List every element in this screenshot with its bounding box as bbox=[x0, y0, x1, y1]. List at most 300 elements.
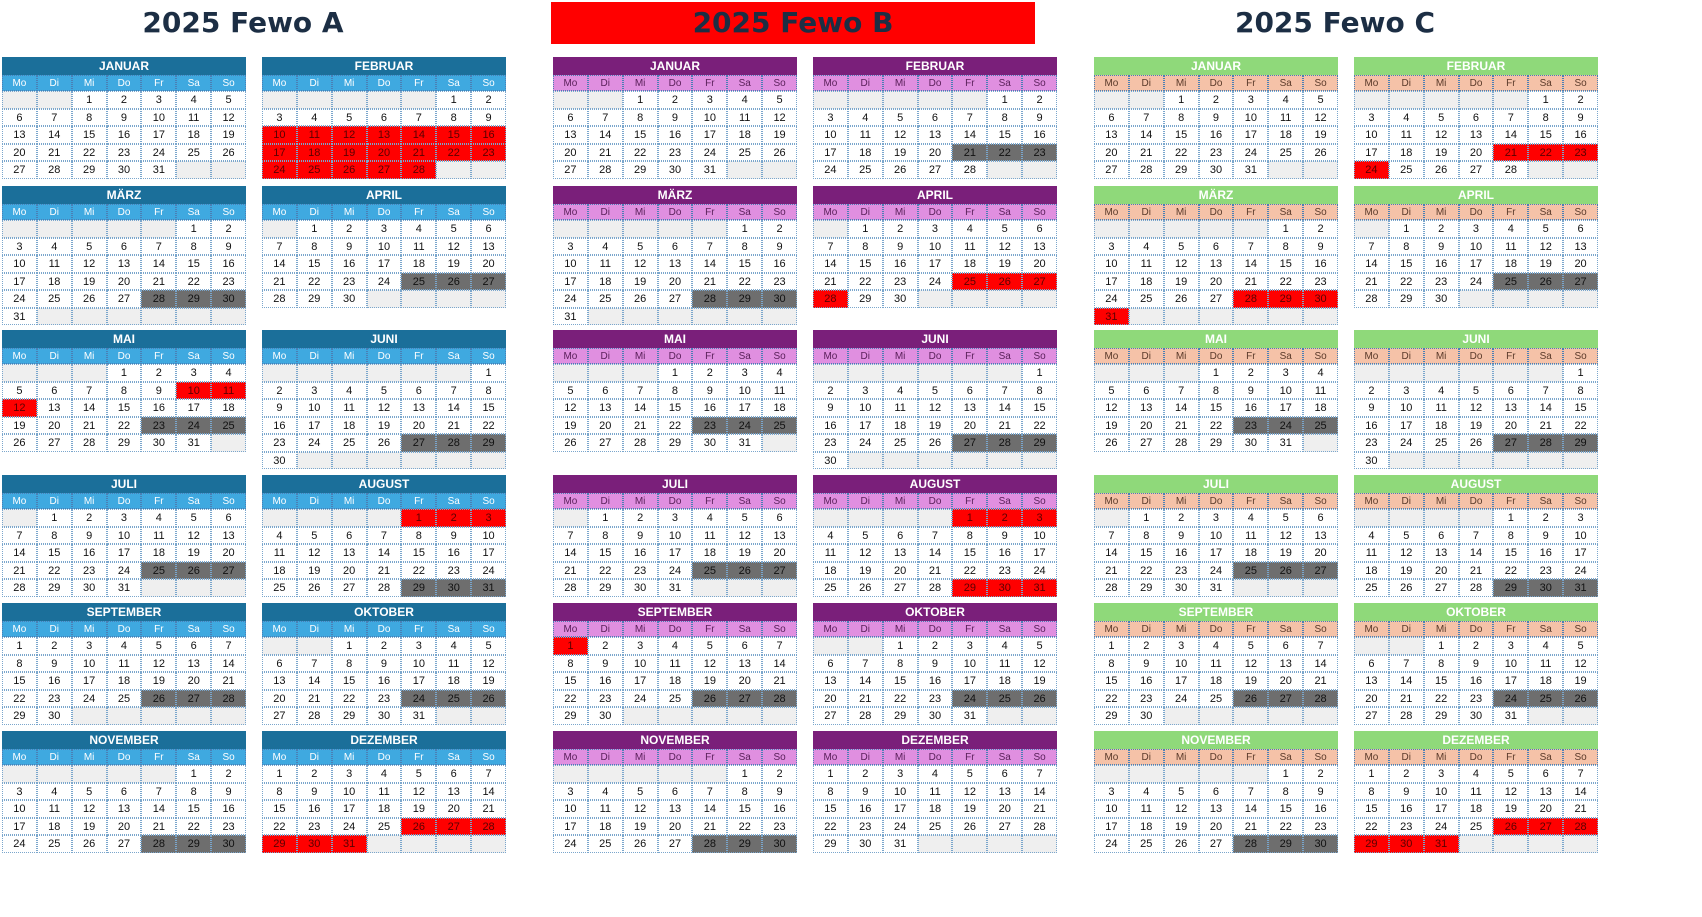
day-cell[interactable]: 12 bbox=[1022, 655, 1057, 673]
day-cell[interactable]: 22 bbox=[2, 690, 37, 708]
day-cell[interactable]: 27 bbox=[262, 707, 297, 725]
day-cell[interactable]: 1 bbox=[176, 765, 211, 783]
day-cell[interactable]: 30 bbox=[297, 835, 332, 853]
day-cell[interactable]: 16 bbox=[883, 255, 918, 273]
day-cell[interactable]: 22 bbox=[37, 562, 72, 580]
day-cell[interactable]: 10 bbox=[72, 655, 107, 673]
day-cell[interactable]: 26 bbox=[1022, 690, 1057, 708]
day-cell[interactable]: 6 bbox=[332, 527, 367, 545]
day-cell[interactable]: 23 bbox=[1199, 144, 1234, 162]
day-cell[interactable]: 22 bbox=[623, 144, 658, 162]
day-cell[interactable]: 12 bbox=[367, 399, 402, 417]
day-cell[interactable]: 19 bbox=[1164, 273, 1199, 291]
day-cell[interactable]: 4 bbox=[1459, 765, 1494, 783]
day-cell[interactable]: 18 bbox=[848, 144, 883, 162]
day-cell[interactable]: 27 bbox=[367, 161, 402, 179]
day-cell[interactable]: 28 bbox=[553, 579, 588, 597]
day-cell[interactable]: 26 bbox=[211, 144, 246, 162]
day-cell[interactable]: 6 bbox=[211, 509, 246, 527]
day-cell[interactable]: 18 bbox=[1129, 273, 1164, 291]
day-cell[interactable]: 15 bbox=[553, 672, 588, 690]
day-cell[interactable]: 26 bbox=[176, 562, 211, 580]
day-cell[interactable]: 28 bbox=[471, 818, 506, 836]
day-cell[interactable]: 22 bbox=[332, 690, 367, 708]
day-cell[interactable]: 10 bbox=[332, 783, 367, 801]
day-cell[interactable]: 28 bbox=[367, 579, 402, 597]
day-cell[interactable]: 11 bbox=[1389, 126, 1424, 144]
day-cell[interactable]: 16 bbox=[37, 672, 72, 690]
day-cell[interactable]: 5 bbox=[623, 783, 658, 801]
day-cell[interactable]: 8 bbox=[401, 527, 436, 545]
day-cell[interactable]: 21 bbox=[1094, 562, 1129, 580]
day-cell[interactable]: 27 bbox=[762, 562, 797, 580]
day-cell[interactable]: 19 bbox=[211, 126, 246, 144]
day-cell[interactable]: 19 bbox=[176, 544, 211, 562]
day-cell[interactable]: 16 bbox=[1022, 126, 1057, 144]
day-cell[interactable]: 14 bbox=[848, 672, 883, 690]
day-cell[interactable]: 15 bbox=[436, 126, 471, 144]
day-cell[interactable]: 18 bbox=[588, 818, 623, 836]
day-cell[interactable]: 7 bbox=[848, 655, 883, 673]
day-cell[interactable]: 13 bbox=[471, 238, 506, 256]
day-cell[interactable]: 29 bbox=[727, 835, 762, 853]
day-cell[interactable]: 16 bbox=[1459, 672, 1494, 690]
day-cell[interactable]: 7 bbox=[588, 109, 623, 127]
day-cell[interactable]: 11 bbox=[1268, 109, 1303, 127]
day-cell[interactable]: 3 bbox=[658, 509, 693, 527]
day-cell[interactable]: 13 bbox=[367, 126, 402, 144]
day-cell[interactable]: 2 bbox=[37, 637, 72, 655]
day-cell[interactable]: 11 bbox=[1233, 527, 1268, 545]
day-cell[interactable]: 12 bbox=[211, 109, 246, 127]
day-cell[interactable]: 12 bbox=[1459, 399, 1494, 417]
day-cell[interactable]: 28 bbox=[141, 835, 176, 853]
day-cell[interactable]: 6 bbox=[1268, 637, 1303, 655]
day-cell[interactable]: 4 bbox=[211, 364, 246, 382]
day-cell[interactable]: 8 bbox=[1129, 527, 1164, 545]
day-cell[interactable]: 20 bbox=[588, 417, 623, 435]
day-cell[interactable]: 6 bbox=[37, 382, 72, 400]
day-cell[interactable]: 10 bbox=[918, 238, 953, 256]
day-cell[interactable]: 13 bbox=[1528, 783, 1563, 801]
day-cell[interactable]: 4 bbox=[692, 509, 727, 527]
day-cell[interactable]: 16 bbox=[471, 126, 506, 144]
day-cell[interactable]: 14 bbox=[211, 655, 246, 673]
day-cell[interactable]: 4 bbox=[1528, 637, 1563, 655]
day-cell[interactable]: 14 bbox=[1022, 783, 1057, 801]
day-cell[interactable]: 4 bbox=[1268, 91, 1303, 109]
day-cell[interactable]: 19 bbox=[553, 417, 588, 435]
day-cell[interactable]: 9 bbox=[883, 238, 918, 256]
day-cell[interactable]: 28 bbox=[72, 434, 107, 452]
day-cell[interactable]: 6 bbox=[987, 765, 1022, 783]
day-cell[interactable]: 10 bbox=[553, 800, 588, 818]
day-cell[interactable]: 15 bbox=[176, 800, 211, 818]
day-cell[interactable]: 12 bbox=[623, 800, 658, 818]
day-cell[interactable]: 5 bbox=[952, 765, 987, 783]
day-cell[interactable]: 12 bbox=[1563, 655, 1598, 673]
day-cell[interactable]: 13 bbox=[436, 783, 471, 801]
day-cell[interactable]: 2 bbox=[1199, 91, 1234, 109]
day-cell[interactable]: 29 bbox=[471, 434, 506, 452]
day-cell[interactable]: 8 bbox=[1199, 382, 1234, 400]
day-cell[interactable]: 6 bbox=[553, 109, 588, 127]
day-cell[interactable]: 16 bbox=[1563, 126, 1598, 144]
day-cell[interactable]: 24 bbox=[1164, 690, 1199, 708]
day-cell[interactable]: 15 bbox=[588, 544, 623, 562]
day-cell[interactable]: 1 bbox=[1022, 364, 1057, 382]
day-cell[interactable]: 26 bbox=[692, 690, 727, 708]
day-cell[interactable]: 28 bbox=[1094, 579, 1129, 597]
day-cell[interactable]: 14 bbox=[1303, 655, 1338, 673]
day-cell[interactable]: 17 bbox=[1389, 417, 1424, 435]
day-cell[interactable]: 11 bbox=[848, 126, 883, 144]
day-cell[interactable]: 30 bbox=[211, 835, 246, 853]
day-cell[interactable]: 25 bbox=[692, 562, 727, 580]
day-cell[interactable]: 18 bbox=[436, 672, 471, 690]
day-cell[interactable]: 25 bbox=[952, 273, 987, 291]
day-cell[interactable]: 17 bbox=[72, 672, 107, 690]
day-cell[interactable]: 31 bbox=[1094, 308, 1129, 326]
day-cell[interactable]: 15 bbox=[1129, 544, 1164, 562]
day-cell[interactable]: 20 bbox=[436, 800, 471, 818]
day-cell[interactable]: 24 bbox=[1199, 562, 1234, 580]
day-cell[interactable]: 3 bbox=[1164, 637, 1199, 655]
day-cell[interactable]: 3 bbox=[367, 220, 402, 238]
day-cell[interactable]: 25 bbox=[141, 562, 176, 580]
day-cell[interactable]: 14 bbox=[1493, 126, 1528, 144]
day-cell[interactable]: 2 bbox=[1354, 382, 1389, 400]
day-cell[interactable]: 10 bbox=[2, 800, 37, 818]
day-cell[interactable]: 22 bbox=[1493, 562, 1528, 580]
day-cell[interactable]: 28 bbox=[1354, 290, 1389, 308]
day-cell[interactable]: 17 bbox=[471, 544, 506, 562]
day-cell[interactable]: 16 bbox=[1303, 255, 1338, 273]
day-cell[interactable]: 23 bbox=[471, 144, 506, 162]
day-cell[interactable]: 11 bbox=[262, 544, 297, 562]
day-cell[interactable]: 13 bbox=[1199, 255, 1234, 273]
day-cell[interactable]: 17 bbox=[1354, 144, 1389, 162]
day-cell[interactable]: 7 bbox=[1094, 527, 1129, 545]
day-cell[interactable]: 29 bbox=[1022, 434, 1057, 452]
day-cell[interactable]: 24 bbox=[553, 835, 588, 853]
day-cell[interactable]: 28 bbox=[436, 434, 471, 452]
day-cell[interactable]: 5 bbox=[848, 527, 883, 545]
day-cell[interactable]: 9 bbox=[107, 109, 142, 127]
day-cell[interactable]: 8 bbox=[727, 783, 762, 801]
day-cell[interactable]: 12 bbox=[1389, 544, 1424, 562]
day-cell[interactable]: 23 bbox=[1563, 144, 1598, 162]
day-cell[interactable]: 12 bbox=[553, 399, 588, 417]
day-cell[interactable]: 8 bbox=[72, 109, 107, 127]
day-cell[interactable]: 12 bbox=[401, 783, 436, 801]
day-cell[interactable]: 24 bbox=[1233, 144, 1268, 162]
day-cell[interactable]: 26 bbox=[883, 161, 918, 179]
day-cell[interactable]: 18 bbox=[727, 126, 762, 144]
day-cell[interactable]: 20 bbox=[1459, 144, 1494, 162]
day-cell[interactable]: 23 bbox=[141, 417, 176, 435]
day-cell[interactable]: 26 bbox=[623, 290, 658, 308]
day-cell[interactable]: 22 bbox=[176, 818, 211, 836]
day-cell[interactable]: 1 bbox=[1268, 220, 1303, 238]
day-cell[interactable]: 27 bbox=[952, 434, 987, 452]
day-cell[interactable]: 29 bbox=[262, 835, 297, 853]
day-cell[interactable]: 21 bbox=[987, 417, 1022, 435]
day-cell[interactable]: 27 bbox=[1493, 434, 1528, 452]
day-cell[interactable]: 31 bbox=[2, 308, 37, 326]
day-cell[interactable]: 1 bbox=[727, 765, 762, 783]
day-cell[interactable]: 27 bbox=[658, 290, 693, 308]
day-cell[interactable]: 24 bbox=[1094, 290, 1129, 308]
day-cell[interactable]: 9 bbox=[692, 382, 727, 400]
day-cell[interactable]: 8 bbox=[1354, 783, 1389, 801]
day-cell[interactable]: 25 bbox=[813, 579, 848, 597]
day-cell[interactable]: 20 bbox=[1268, 672, 1303, 690]
day-cell[interactable]: 15 bbox=[262, 800, 297, 818]
day-cell[interactable]: 10 bbox=[1493, 655, 1528, 673]
day-cell[interactable]: 17 bbox=[918, 255, 953, 273]
day-cell[interactable]: 29 bbox=[883, 707, 918, 725]
day-cell[interactable]: 21 bbox=[813, 273, 848, 291]
day-cell[interactable]: 31 bbox=[692, 161, 727, 179]
day-cell[interactable]: 16 bbox=[107, 126, 142, 144]
day-cell[interactable]: 26 bbox=[623, 835, 658, 853]
day-cell[interactable]: 15 bbox=[727, 255, 762, 273]
day-cell[interactable]: 23 bbox=[1303, 273, 1338, 291]
day-cell[interactable]: 3 bbox=[1459, 220, 1494, 238]
day-cell[interactable]: 5 bbox=[141, 637, 176, 655]
day-cell[interactable]: 2 bbox=[297, 765, 332, 783]
day-cell[interactable]: 2 bbox=[1563, 91, 1598, 109]
day-cell[interactable]: 21 bbox=[1129, 144, 1164, 162]
day-cell[interactable]: 15 bbox=[1528, 126, 1563, 144]
day-cell[interactable]: 25 bbox=[1354, 579, 1389, 597]
day-cell[interactable]: 4 bbox=[37, 783, 72, 801]
day-cell[interactable]: 19 bbox=[692, 672, 727, 690]
day-cell[interactable]: 4 bbox=[762, 364, 797, 382]
day-cell[interactable]: 19 bbox=[1493, 800, 1528, 818]
day-cell[interactable]: 7 bbox=[141, 238, 176, 256]
day-cell[interactable]: 25 bbox=[1268, 144, 1303, 162]
day-cell[interactable]: 7 bbox=[141, 783, 176, 801]
day-cell[interactable]: 15 bbox=[1094, 672, 1129, 690]
day-cell[interactable]: 27 bbox=[1199, 290, 1234, 308]
day-cell[interactable]: 15 bbox=[1164, 126, 1199, 144]
day-cell[interactable]: 22 bbox=[1022, 417, 1057, 435]
day-cell[interactable]: 6 bbox=[1424, 527, 1459, 545]
day-cell[interactable]: 26 bbox=[72, 290, 107, 308]
day-cell[interactable]: 6 bbox=[262, 655, 297, 673]
day-cell[interactable]: 2 bbox=[436, 509, 471, 527]
day-cell[interactable]: 30 bbox=[436, 579, 471, 597]
day-cell[interactable]: 9 bbox=[297, 783, 332, 801]
day-cell[interactable]: 7 bbox=[1389, 655, 1424, 673]
day-cell[interactable]: 24 bbox=[141, 144, 176, 162]
day-cell[interactable]: 29 bbox=[332, 707, 367, 725]
day-cell[interactable]: 11 bbox=[1528, 655, 1563, 673]
day-cell[interactable]: 10 bbox=[1094, 800, 1129, 818]
day-cell[interactable]: 16 bbox=[1389, 800, 1424, 818]
day-cell[interactable]: 25 bbox=[297, 161, 332, 179]
day-cell[interactable]: 20 bbox=[401, 417, 436, 435]
day-cell[interactable]: 13 bbox=[37, 399, 72, 417]
day-cell[interactable]: 3 bbox=[553, 783, 588, 801]
day-cell[interactable]: 29 bbox=[1268, 290, 1303, 308]
day-cell[interactable]: 18 bbox=[107, 672, 142, 690]
day-cell[interactable]: 10 bbox=[952, 655, 987, 673]
day-cell[interactable]: 10 bbox=[141, 109, 176, 127]
day-cell[interactable]: 12 bbox=[436, 238, 471, 256]
day-cell[interactable]: 3 bbox=[553, 238, 588, 256]
day-cell[interactable]: 12 bbox=[918, 399, 953, 417]
day-cell[interactable]: 9 bbox=[813, 399, 848, 417]
day-cell[interactable]: 14 bbox=[692, 255, 727, 273]
day-cell[interactable]: 11 bbox=[211, 382, 246, 400]
day-cell[interactable]: 5 bbox=[72, 238, 107, 256]
day-cell[interactable]: 30 bbox=[262, 452, 297, 470]
day-cell[interactable]: 12 bbox=[952, 783, 987, 801]
day-cell[interactable]: 13 bbox=[332, 544, 367, 562]
day-cell[interactable]: 7 bbox=[762, 637, 797, 655]
day-cell[interactable]: 24 bbox=[1354, 161, 1389, 179]
day-cell[interactable]: 26 bbox=[848, 579, 883, 597]
day-cell[interactable]: 2 bbox=[918, 637, 953, 655]
day-cell[interactable]: 15 bbox=[848, 255, 883, 273]
day-cell[interactable]: 30 bbox=[107, 161, 142, 179]
day-cell[interactable]: 11 bbox=[813, 544, 848, 562]
day-cell[interactable]: 25 bbox=[588, 835, 623, 853]
day-cell[interactable]: 8 bbox=[952, 527, 987, 545]
day-cell[interactable]: 8 bbox=[1493, 527, 1528, 545]
day-cell[interactable]: 23 bbox=[848, 818, 883, 836]
day-cell[interactable]: 8 bbox=[883, 655, 918, 673]
day-cell[interactable]: 18 bbox=[37, 273, 72, 291]
day-cell[interactable]: 7 bbox=[1129, 109, 1164, 127]
day-cell[interactable]: 14 bbox=[471, 783, 506, 801]
day-cell[interactable]: 4 bbox=[176, 91, 211, 109]
day-cell[interactable]: 27 bbox=[1268, 690, 1303, 708]
day-cell[interactable]: 28 bbox=[918, 579, 953, 597]
day-cell[interactable]: 27 bbox=[1354, 707, 1389, 725]
day-cell[interactable]: 29 bbox=[623, 161, 658, 179]
day-cell[interactable]: 17 bbox=[1459, 255, 1494, 273]
day-cell[interactable]: 24 bbox=[1022, 562, 1057, 580]
day-cell[interactable]: 5 bbox=[176, 509, 211, 527]
day-cell[interactable]: 25 bbox=[176, 144, 211, 162]
day-cell[interactable]: 23 bbox=[1022, 144, 1057, 162]
day-cell[interactable]: 3 bbox=[623, 637, 658, 655]
day-cell[interactable]: 22 bbox=[1424, 690, 1459, 708]
day-cell[interactable]: 23 bbox=[1459, 690, 1494, 708]
day-cell[interactable]: 13 bbox=[553, 126, 588, 144]
day-cell[interactable]: 14 bbox=[297, 672, 332, 690]
day-cell[interactable]: 22 bbox=[1389, 273, 1424, 291]
day-cell[interactable]: 18 bbox=[1424, 417, 1459, 435]
day-cell[interactable]: 31 bbox=[1233, 161, 1268, 179]
day-cell[interactable]: 30 bbox=[1303, 290, 1338, 308]
day-cell[interactable]: 9 bbox=[262, 399, 297, 417]
day-cell[interactable]: 13 bbox=[1094, 126, 1129, 144]
day-cell[interactable]: 16 bbox=[588, 672, 623, 690]
day-cell[interactable]: 23 bbox=[1303, 818, 1338, 836]
day-cell[interactable]: 3 bbox=[1424, 765, 1459, 783]
day-cell[interactable]: 8 bbox=[623, 109, 658, 127]
day-cell[interactable]: 22 bbox=[883, 690, 918, 708]
day-cell[interactable]: 23 bbox=[658, 144, 693, 162]
day-cell[interactable]: 8 bbox=[2, 655, 37, 673]
day-cell[interactable]: 17 bbox=[553, 273, 588, 291]
day-cell[interactable]: 7 bbox=[297, 655, 332, 673]
day-cell[interactable]: 18 bbox=[692, 544, 727, 562]
day-cell[interactable]: 8 bbox=[658, 382, 693, 400]
day-cell[interactable]: 6 bbox=[952, 382, 987, 400]
day-cell[interactable]: 1 bbox=[1389, 220, 1424, 238]
day-cell[interactable]: 18 bbox=[1459, 800, 1494, 818]
day-cell[interactable]: 18 bbox=[141, 544, 176, 562]
day-cell[interactable]: 25 bbox=[762, 417, 797, 435]
day-cell[interactable]: 20 bbox=[471, 255, 506, 273]
day-cell[interactable]: 30 bbox=[1389, 835, 1424, 853]
day-cell[interactable]: 14 bbox=[1129, 126, 1164, 144]
day-cell[interactable]: 3 bbox=[1094, 238, 1129, 256]
day-cell[interactable]: 13 bbox=[211, 527, 246, 545]
day-cell[interactable]: 27 bbox=[332, 579, 367, 597]
day-cell[interactable]: 3 bbox=[1389, 382, 1424, 400]
day-cell[interactable]: 14 bbox=[1528, 399, 1563, 417]
day-cell[interactable]: 22 bbox=[848, 273, 883, 291]
day-cell[interactable]: 20 bbox=[1303, 544, 1338, 562]
day-cell[interactable]: 27 bbox=[1528, 818, 1563, 836]
day-cell[interactable]: 8 bbox=[176, 783, 211, 801]
day-cell[interactable]: 19 bbox=[141, 672, 176, 690]
day-cell[interactable]: 26 bbox=[401, 818, 436, 836]
day-cell[interactable]: 6 bbox=[588, 382, 623, 400]
day-cell[interactable]: 18 bbox=[952, 255, 987, 273]
day-cell[interactable]: 20 bbox=[1354, 690, 1389, 708]
day-cell[interactable]: 10 bbox=[1563, 527, 1598, 545]
day-cell[interactable]: 2 bbox=[1303, 220, 1338, 238]
day-cell[interactable]: 4 bbox=[297, 109, 332, 127]
day-cell[interactable]: 13 bbox=[883, 544, 918, 562]
day-cell[interactable]: 16 bbox=[211, 800, 246, 818]
day-cell[interactable]: 8 bbox=[1268, 238, 1303, 256]
day-cell[interactable]: 29 bbox=[107, 434, 142, 452]
day-cell[interactable]: 11 bbox=[658, 655, 693, 673]
day-cell[interactable]: 19 bbox=[401, 800, 436, 818]
day-cell[interactable]: 2 bbox=[1022, 91, 1057, 109]
day-cell[interactable]: 30 bbox=[883, 290, 918, 308]
day-cell[interactable]: 20 bbox=[107, 818, 142, 836]
day-cell[interactable]: 11 bbox=[107, 655, 142, 673]
day-cell[interactable]: 27 bbox=[883, 579, 918, 597]
day-cell[interactable]: 24 bbox=[332, 818, 367, 836]
day-cell[interactable]: 31 bbox=[1424, 835, 1459, 853]
day-cell[interactable]: 1 bbox=[107, 364, 142, 382]
day-cell[interactable]: 19 bbox=[1094, 417, 1129, 435]
day-cell[interactable]: 13 bbox=[588, 399, 623, 417]
day-cell[interactable]: 10 bbox=[176, 382, 211, 400]
day-cell[interactable]: 5 bbox=[1459, 382, 1494, 400]
day-cell[interactable]: 18 bbox=[367, 800, 402, 818]
day-cell[interactable]: 14 bbox=[1233, 800, 1268, 818]
day-cell[interactable]: 20 bbox=[107, 273, 142, 291]
day-cell[interactable]: 25 bbox=[1129, 835, 1164, 853]
day-cell[interactable]: 20 bbox=[2, 144, 37, 162]
day-cell[interactable]: 8 bbox=[37, 527, 72, 545]
day-cell[interactable]: 17 bbox=[1424, 800, 1459, 818]
day-cell[interactable]: 9 bbox=[1022, 109, 1057, 127]
day-cell[interactable]: 24 bbox=[2, 290, 37, 308]
